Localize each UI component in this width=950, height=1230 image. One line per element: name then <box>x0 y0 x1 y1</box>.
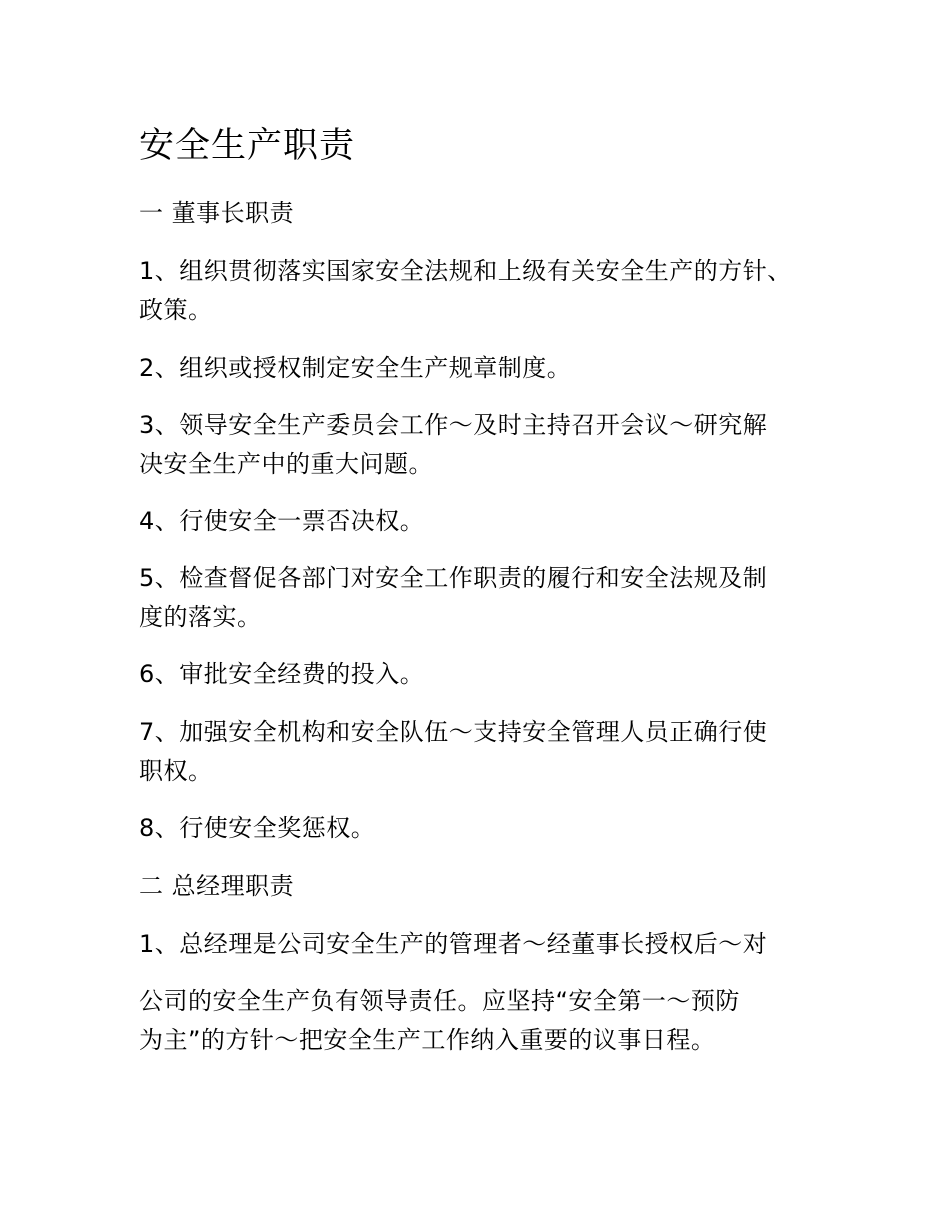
paragraph-6-line-1: 6、审批安全经费的投入。 <box>139 660 425 688</box>
paragraph-5-line-2: 度的落实。 <box>139 603 262 631</box>
paragraph-1-line-1: 1、组织贯彻落实国家安全法规和上级有关安全生产的方针、 <box>139 257 792 285</box>
paragraph-1-line-2: 政策。 <box>139 296 213 324</box>
paragraph-7-line-2: 职权。 <box>139 757 213 785</box>
paragraph-10-line-2: 为主”的方针～把安全生产工作纳入重要的议事日程。 <box>139 1026 716 1054</box>
paragraph-5-line-1: 5、检查督促各部门对安全工作职责的履行和安全法规及制 <box>139 564 768 592</box>
paragraph-4-line-1: 4、行使安全一票否决权。 <box>139 507 425 535</box>
section-heading-general-manager: 二 总经理职责 <box>139 872 295 900</box>
paragraph-9-line-1: 1、总经理是公司安全生产的管理者～经董事长授权后～对 <box>139 930 768 958</box>
paragraph-3-line-1: 3、领导安全生产委员会工作～及时主持召开会议～研究解 <box>139 411 768 439</box>
section-heading-chairman: 一 董事长职责 <box>139 199 295 227</box>
page-title: 安全生产职责 <box>139 126 356 166</box>
paragraph-7-line-1: 7、加强安全机构和安全队伍～支持安全管理人员正确行使 <box>139 718 768 746</box>
paragraph-2-line-1: 2、组织或授权制定安全生产规章制度。 <box>139 354 572 382</box>
document-page <box>139 0 829 1230</box>
paragraph-10-line-1: 公司的安全生产负有领导责任。应坚持“安全第一～预防 <box>139 987 740 1015</box>
paragraph-3-line-2: 决安全生产中的重大问题。 <box>139 450 433 478</box>
paragraph-8-line-1: 8、行使安全奖惩权。 <box>139 814 376 842</box>
